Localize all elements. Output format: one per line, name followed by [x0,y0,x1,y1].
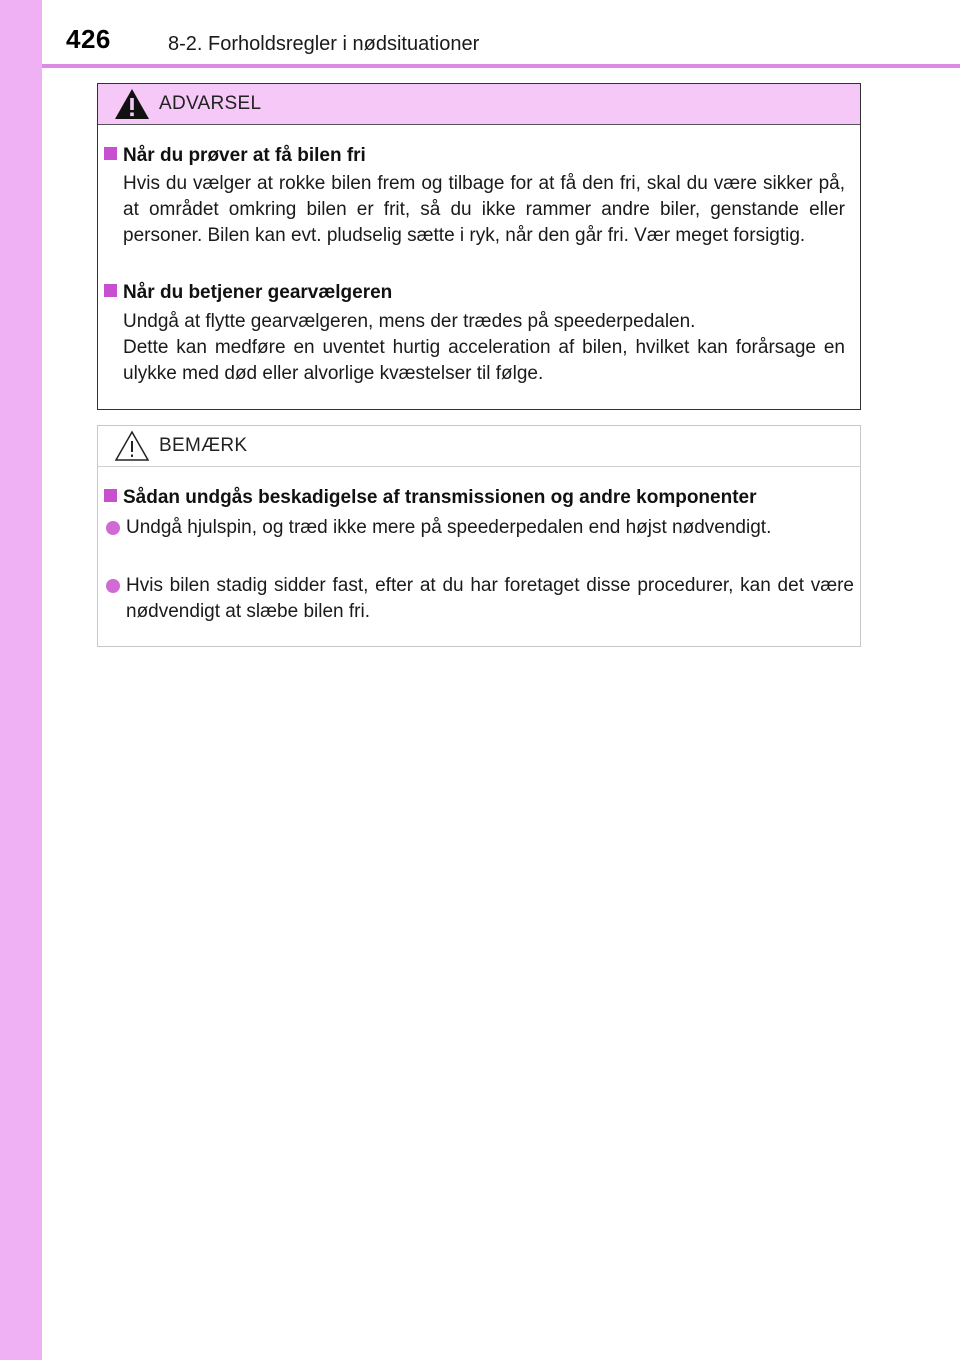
square-bullet-icon [104,284,117,297]
warning-item-text-line2: Dette kan medføre en uventet hurtig acceleration af bilen, hvilket kan forårsage en ulykke med død eller alvorlige kvæstelser til følge. [123,337,845,384]
warning-item-title: Når du betjener gearvælgeren [104,282,392,304]
caution-icon [114,430,150,462]
header-divider [42,64,960,68]
warning-header [98,84,860,125]
page-header [42,0,960,64]
notice-header [98,426,860,467]
warning-item-title: Når du prøver at få bilen fri [104,145,366,167]
warning-box [97,83,861,410]
section-title: 8-2. Forholdsregler i nødsituationer [168,33,480,55]
notice-bullet: Undgå hjulspin, og træd ikke mere på speederpedalen end højst nødvendigt. [106,515,854,541]
warning-item-text: Hvis du vælger at rokke bilen frem og tilbage for at få den fri, skal du være sikker på, at området omkring bilen er frit, så du ikke rammer andre biler, genstande eller personer. Bilen kan evt. pludselig sætte i ryk, når den går fri. Vær meget forsigtig. [123,173,845,246]
chapter-side-tab [0,0,42,1360]
warning-item-text-line1: Undgå at flytte gearvælgeren, mens der trædes på speederpedalen. [123,311,696,332]
warning-label: ADVARSEL [159,93,262,114]
notice-bullet: Hvis bilen stadig sidder fast, efter at du har foretaget disse procedurer, kan det være nødvendigt at slæbe bilen fri. [106,573,854,625]
circle-bullet-icon [106,579,120,593]
circle-bullet-icon [106,521,120,535]
page-number: 426 [66,24,111,54]
notice-label: BEMÆRK [159,435,248,456]
square-bullet-icon [104,147,117,160]
warning-icon [114,88,150,120]
notice-box [97,425,861,647]
notice-item-title: Sådan undgås beskadigelse af transmissionen og andre komponenter [104,487,757,509]
square-bullet-icon [104,489,117,502]
